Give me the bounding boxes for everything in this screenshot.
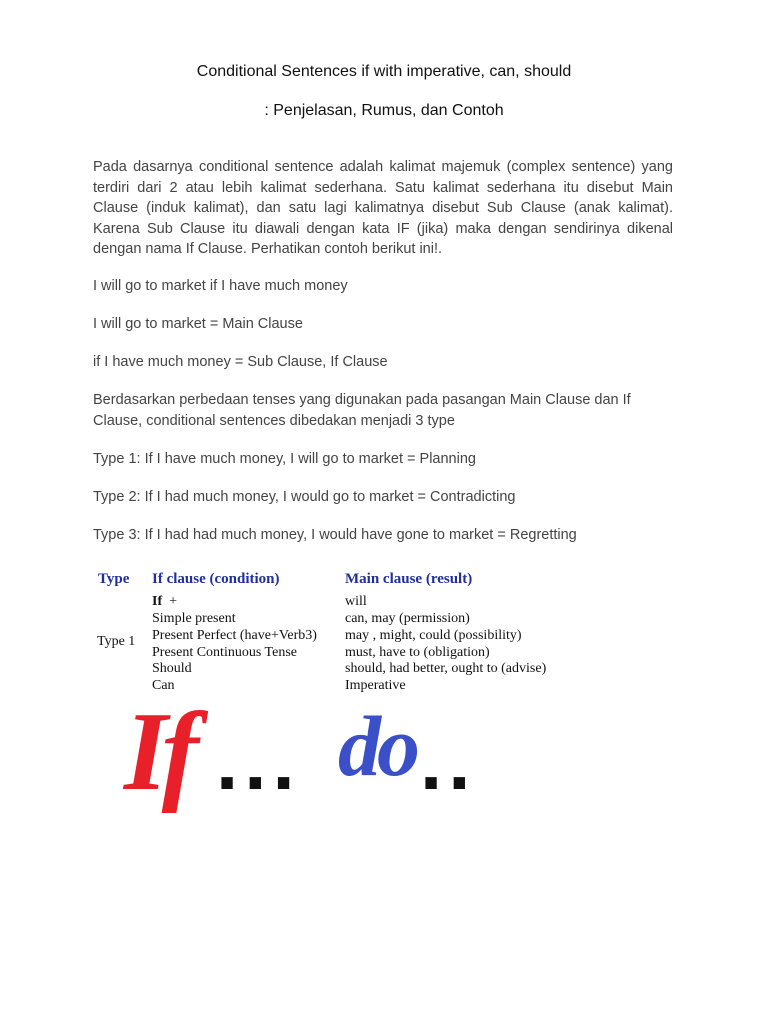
if-plus: + <box>169 594 178 609</box>
type-3-example: Type 3: If I had had much money, I would have gone to market = Regretting <box>93 527 577 543</box>
header-type: Type <box>98 571 130 587</box>
if-do-artwork <box>120 695 500 815</box>
type-1-label: Type 1 <box>97 634 136 649</box>
main-row-5: Imperative <box>345 678 406 693</box>
artwork-dots-2: .. <box>420 717 477 806</box>
main-clause-example: I will go to market = Main Clause <box>93 316 303 332</box>
header-if-clause: If clause (condition) <box>152 571 280 587</box>
main-row-2: may , might, could (possibility) <box>345 628 522 643</box>
if-row-0 <box>152 593 177 610</box>
example-sentence: I will go to market if I have much money <box>93 278 348 294</box>
main-row-4: should, had better, ought to (advise) <box>345 661 547 676</box>
page-title-line-1: Conditional Sentences if with imperative, can, should <box>196 63 572 80</box>
type-2-example: Type 2: If I had much money, I would go to market = Contradicting <box>93 489 516 505</box>
if-row-4: Should <box>152 661 192 676</box>
page-title-line-2: : Penjelasan, Rumus, dan Contoh <box>264 102 504 119</box>
artwork-dots-1: ... <box>216 717 301 806</box>
if-row-2: Present Perfect (have+Verb3) <box>152 628 317 643</box>
types-intro-paragraph: Berdasarkan perbedaan tenses yang digunakan pada pasangan Main Clause dan If Clause, conditional sentences dibedakan menjadi 3 type <box>93 392 631 429</box>
artwork-if-text: If <box>124 695 193 814</box>
main-row-1: can, may (permission) <box>345 611 470 626</box>
main-row-0: will <box>345 594 367 609</box>
artwork-do-text: do <box>338 698 416 794</box>
type-1-example: Type 1: If I have much money, I will go to market = Planning <box>93 451 476 467</box>
if-row-5: Can <box>152 678 175 693</box>
if-row-3: Present Continuous Tense <box>152 645 297 660</box>
if-row-1: Simple present <box>152 611 236 626</box>
intro-paragraph: Pada dasarnya conditional sentence adalah kalimat majemuk (complex sentence) yang terdiri dari 2 atau lebih kalimat sederhana. Satu kalimat sederhana itu disebut Main Clause (induk kalimat), dan satu lagi kalimatnya disebut Sub Clause (anak kalimat). Karena Sub Clause itu diawali dengan kata IF (jika) maka dengan sendirinya dikenal dengan nama If Clause. Perhatikan contoh berikut ini!. <box>93 159 673 257</box>
sub-clause-example: if I have much money = Sub Clause, If Clause <box>93 354 388 370</box>
header-main-clause: Main clause (result) <box>345 571 473 587</box>
main-row-3: must, have to (obligation) <box>345 645 490 660</box>
if-word: If <box>152 594 163 609</box>
